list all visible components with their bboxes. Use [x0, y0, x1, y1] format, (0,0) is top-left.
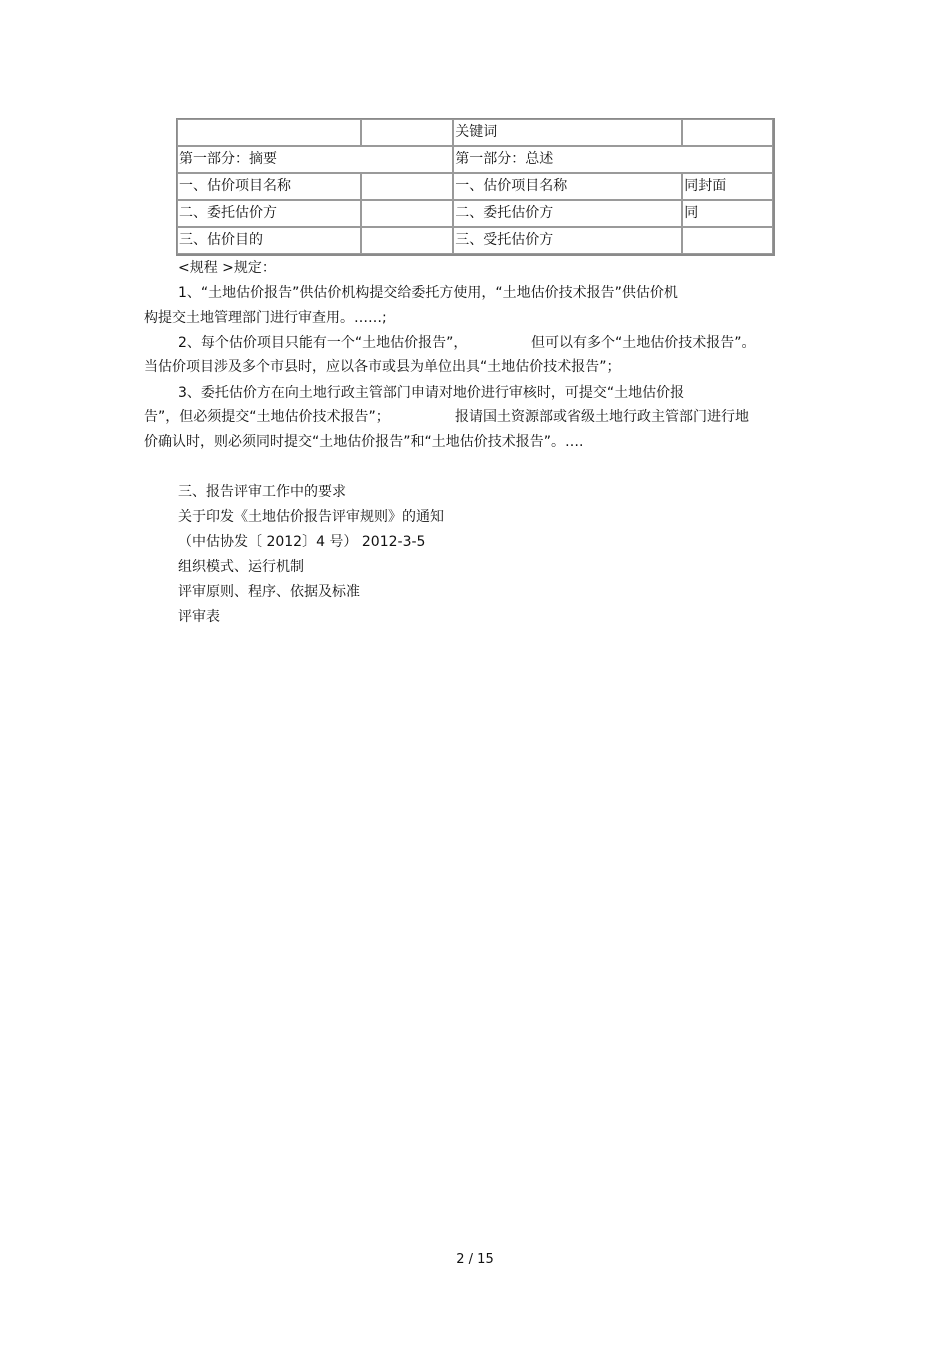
notice-reference: （中估协发〔 2012〕4 号） 2012-3-5: [178, 534, 426, 550]
table-cell: 一、估价项目名称: [453, 173, 682, 200]
rule-item-3-line-2a: 告”，但必须提交“土地估价技术报告”；: [144, 409, 390, 425]
table-cell: [361, 119, 454, 146]
table-cell: [682, 119, 773, 146]
table-cell: 二、委托估价方: [177, 200, 361, 227]
rule-item-1-line-1: 1、“土地估价报告”供估价机构提交给委托方使用，“土地估价技术报告”供估价机: [178, 285, 678, 301]
rule-heading: <规程 >规定：: [178, 260, 276, 276]
section-heading: 三、报告评审工作中的要求: [178, 484, 346, 500]
rule-item-3-line-3: 价确认时，则必须同时提交“土地估价报告”和“土地估价技术报告”。….: [144, 434, 584, 450]
table-cell: 三、估价目的: [177, 227, 361, 254]
rule-item-3-line-2b: 报请国土资源部或省级土地行政主管部门进行地: [455, 409, 749, 425]
table-cell: [682, 227, 773, 254]
table-cell: 二、委托估价方: [453, 200, 682, 227]
table-row: [177, 146, 773, 173]
report-structure-table: [176, 118, 775, 256]
table-row: [177, 200, 773, 227]
table-cell: [361, 227, 454, 254]
table-cell: 同封面: [682, 173, 773, 200]
rule-item-2-line-1b: 但可以有多个“土地估价技术报告”。: [531, 335, 756, 351]
page-number: 2 / 15: [456, 1252, 494, 1267]
table-cell: 第一部分：摘要: [177, 146, 453, 173]
notice-title: 关于印发《土地估价报告评审规则》的通知: [178, 509, 444, 525]
table-cell: 同: [682, 200, 773, 227]
section-item-principles: 评审原则、程序、依据及标准: [178, 584, 360, 600]
table-cell: 三、受托估价方: [453, 227, 682, 254]
table-row: [177, 173, 773, 200]
rule-item-2-line-1a: 2、每个估价项目只能有一个“土地估价报告”，: [178, 335, 468, 351]
rule-item-2-line-2: 当估价项目涉及多个市县时，应以各市或县为单位出具“土地估价技术报告”；: [144, 359, 621, 375]
table-cell: 一、估价项目名称: [177, 173, 361, 200]
section-item-organization: 组织模式、运行机制: [178, 559, 304, 575]
table-cell: 第一部分：总述: [453, 146, 773, 173]
section-item-review-form: 评审表: [178, 609, 220, 625]
rule-item-1-line-2: 构提交土地管理部门进行审查用。……;: [144, 310, 387, 326]
table-row: [177, 119, 773, 146]
table-cell: [361, 173, 454, 200]
rule-item-3-line-1: 3、委托估价方在向土地行政主管部门申请对地价进行审核时，可提交“土地估价报: [178, 385, 685, 401]
table-cell: [361, 200, 454, 227]
table-cell: [177, 119, 361, 146]
table-row: [177, 227, 773, 254]
table-cell: 关键词: [453, 119, 682, 146]
